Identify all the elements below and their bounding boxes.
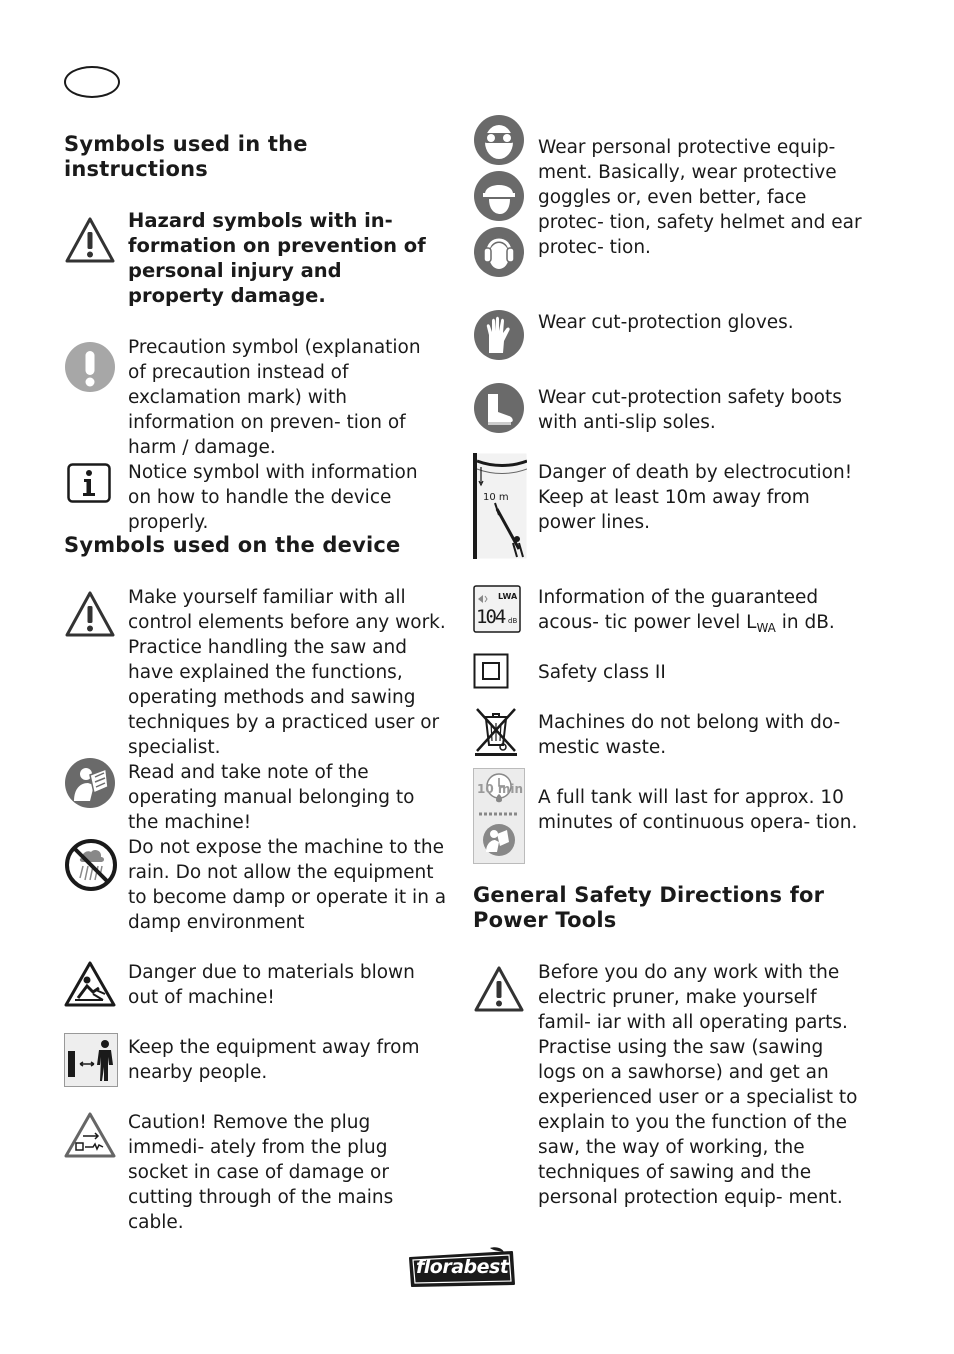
warning-triangle-icon bbox=[64, 590, 116, 638]
weee-bin-icon bbox=[473, 705, 519, 757]
acoustic-lwa-label: LWA bbox=[498, 592, 518, 601]
hazard-description: Hazard symbols with in- formation on prevention of personal injury and property damage. bbox=[128, 209, 426, 307]
keep-away-people-icon bbox=[64, 1033, 118, 1087]
heading-general-safety: General Safety Directions for Power Tools bbox=[473, 883, 825, 932]
safety-helmet-icon bbox=[473, 170, 525, 222]
general-safety-description: Before you do any work with the electric pruner, make yourself famil- iar with all operating parts. Practise using the saw (sawing logs on a sawhorse) and get an experienced user or a specialist to explain to you the function of the saw, the way of working, the techniques of sawing and the personal protection equip- ment. bbox=[538, 962, 858, 1208]
waste-description: Machines do not belong with do- mestic waste. bbox=[538, 712, 841, 758]
plug-description: Caution! Remove the plug immedi- ately from the plug socket in case of damage or cutting through of the mains cable. bbox=[128, 1112, 394, 1233]
electrocution-distance-label: 10 m bbox=[483, 492, 509, 503]
warning-triangle-icon bbox=[64, 216, 116, 264]
info-icon bbox=[67, 463, 111, 503]
boots-description: Wear cut-protection safety boots with anti-slip soles. bbox=[538, 387, 842, 433]
notice-description: Notice symbol with information on how to handle the device properly. bbox=[128, 462, 418, 533]
electro-description: Danger of death by electrocution! Keep at least 10m away from power lines. bbox=[538, 462, 853, 533]
acoustic-power-icon bbox=[473, 585, 521, 633]
acoustic-description: Information of the guaranteed acous- tic power level $L_{WA}$ in dB. bbox=[538, 587, 835, 635]
heading-symbols-device: Symbols used on the device bbox=[64, 533, 401, 557]
blown-description: Danger due to materials blown out of machine! bbox=[128, 962, 415, 1008]
tank-duration-label: 10 min bbox=[477, 782, 524, 796]
safety-class-description: Safety class II bbox=[538, 662, 666, 683]
safety-class-ii-icon bbox=[473, 653, 509, 689]
warning-triangle-icon bbox=[473, 965, 525, 1013]
heading-symbols-instructions: Symbols used in the instructions bbox=[64, 132, 308, 181]
remove-plug-icon bbox=[63, 1111, 117, 1159]
rain-description: Do not expose the machine to the rain. Do not allow the equipment to become damp or operate it in a damp environment bbox=[128, 837, 447, 933]
blown-materials-icon bbox=[63, 960, 117, 1008]
precaution-icon bbox=[64, 341, 116, 393]
gloves-icon bbox=[473, 309, 525, 361]
precaution-description: Precaution symbol (explanation of precaution instead of exclamation mark) with information on preven- tion of harm / damage. bbox=[128, 337, 421, 458]
logo-text: florabest bbox=[416, 1256, 509, 1278]
safety-boots-icon bbox=[473, 382, 525, 434]
people-description: Keep the equipment away from nearby people. bbox=[128, 1037, 420, 1083]
electrocution-icon bbox=[473, 453, 527, 559]
acoustic-value: 104 bbox=[476, 606, 505, 628]
ppe-description: Wear personal protective equip- ment. Basically, wear protective goggles or, even better, face protec- tion, safety helmet and ear protec- tion. bbox=[538, 137, 862, 258]
acoustic-unit: dB bbox=[508, 617, 518, 625]
language-badge bbox=[64, 66, 120, 98]
manual-description: Read and take note of the operating manual belonging to the machine! bbox=[128, 762, 415, 833]
familiar-description: Make yourself familiar with all control elements before any work. Practice handling the saw and have explained the functions, operating methods and sawing techniques by a practiced user or specialist. bbox=[128, 587, 446, 758]
face-protection-icon bbox=[473, 114, 525, 166]
tank-duration-icon bbox=[473, 768, 525, 864]
gloves-description: Wear cut-protection gloves. bbox=[538, 312, 794, 333]
tank-description: A full tank will last for approx. 10 minutes of continuous opera- tion. bbox=[538, 787, 858, 833]
ear-protection-icon bbox=[473, 226, 525, 278]
florabest-logo bbox=[406, 1246, 518, 1288]
read-manual-icon bbox=[64, 757, 116, 809]
no-rain-icon bbox=[64, 838, 118, 892]
